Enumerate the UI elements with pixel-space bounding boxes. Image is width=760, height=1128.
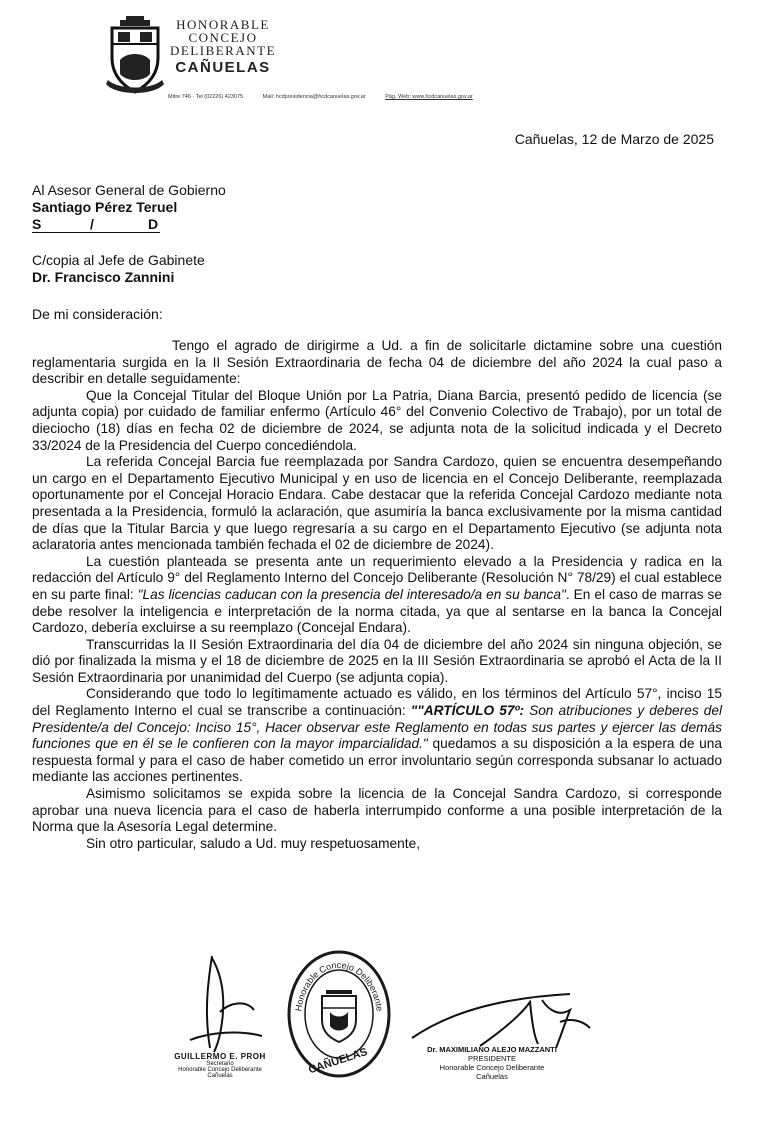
signer-left-role-3: Cañuelas: [207, 1073, 233, 1079]
signer-right-role-3: Cañuelas: [476, 1072, 508, 1081]
signature-left-icon: [150, 952, 280, 1056]
copy-title: C/copia al Jefe de Gabinete: [32, 252, 205, 268]
contact-web: Pág. Web: www.hcdcanuelas.gov.ar: [385, 94, 473, 100]
signer-left-role-2: Honorable Concejo Deliberante: [178, 1067, 262, 1073]
paragraph-6-text-b: quedamos a su disposición a la espera de una respuesta formal y para el caso de haber cometido un error involuntario según corresponda subsanar lo actuado mediante las acciones pertinentes.: [32, 736, 722, 785]
paragraph-4-text-a: La cuestión planteada se presenta ante un requerimiento elevado a la Presidencia y radica en la redacción del Artículo 9° del Reglamento Interno del Concejo Deliberante (Resolución N° 78/29) el cual establece en su parte final:: [32, 553, 722, 602]
paragraph-8: Sin otro particular, saludo a Ud. muy respetuosamente,: [86, 835, 420, 851]
paragraph-4-text-b: . En el caso de marras se debe resolver la inteligencia e interpretación de la norma citada, ya que al sentarse en la banca la Concejal Cardozo, debería excluirse a su reemplazo (Concejal Endara).: [32, 586, 722, 636]
seal-text-top: Honorable Concejo Deliberante: [293, 960, 385, 1012]
recipient-title: Al Asesor General de Gobierno: [32, 182, 226, 198]
signature-left: [150, 1052, 290, 1079]
copy-name: Dr. Francisco Zannini: [32, 269, 175, 285]
signer-right-name: Dr. MAXIMILIANO ALEJO MAZZANTI: [427, 1045, 557, 1054]
org-line-1: HONORABLE: [176, 17, 270, 32]
sd-slash: /: [90, 216, 94, 232]
contact-mail: Mail: hcdpresidencia@hcdcanuelas.gov.ar: [262, 94, 366, 100]
paragraph-4-quote: "Las licencias caducan con la presencia del interesado/a en su banca": [137, 586, 566, 602]
org-line-4: CAÑUELAS: [175, 59, 271, 76]
paragraph-6-text-a: Considerando que todo lo legítimamente actuado es válido, en los términos del Artículo 57°, inciso 15 del Reglamento Interno el cual se transcribe a continuación:: [32, 686, 722, 719]
official-seal-icon: [286, 948, 392, 1078]
sd-s: S: [32, 216, 42, 232]
letterhead-contact: [168, 94, 628, 100]
paragraph-6: [32, 686, 722, 786]
signer-left-role-1: Secretario: [206, 1061, 234, 1067]
organization-name: [168, 18, 278, 77]
signer-right-role-2: Honorable Concejo Deliberante: [439, 1063, 545, 1072]
sd-d: D: [148, 216, 159, 232]
crest-icon: [104, 14, 166, 96]
letter-date: Cañuelas, 12 de Marzo de 2025: [514, 131, 714, 147]
seal-text-bottom: CAÑUELAS: [307, 1045, 369, 1077]
paragraph-5: Transcurridas la II Sesión Extraordinaria del día 04 de diciembre del año 2024 sin ninguna objeción, se dió por finalizada la misma y el 18 de diciembre de 2025 en la III Sesión Extraordinaria se aprobó el Acta de la II Sesión Extraordinaria por unanimidad del Cuerpo (se adjunta copia).: [32, 636, 722, 685]
article-57-heading: ""ARTÍCULO 57º:: [410, 703, 525, 719]
paragraph-7: Asimismo solicitamos se expida sobre la licencia de la Concejal Sandra Cardozo, si corresponde aprobar una nueva licencia para el caso de haberla interrumpido conforme a una posible interpretación de la Norma que la Asesoría Legal determine.: [32, 786, 722, 835]
signer-left-name: GUILLERMO E. PROH: [174, 1052, 266, 1061]
org-line-2: CONCEJO: [188, 30, 258, 45]
greeting: De mi consideración:: [32, 306, 163, 322]
letter-body: [32, 338, 722, 852]
paragraph-2: Que la Concejal Titular del Bloque Unión por La Patria, Diana Barcia, presentó pedido de licencia (se adjunta copia) por cuidado de familiar enfermo (Artículo 46° del Convenio Colectivo de Trabajo), por un total de dieciocho (18) días en fecha 02 de diciembre de 2024, se adjunta nota de la solicitud indicada y el Decreto 33/2024 de la Presidencia del Cuerpo concediéndola.: [32, 387, 722, 453]
signer-right-role-1: PRESIDENTE: [468, 1054, 516, 1063]
article-57-quote: Son atribuciones y deberes del Presidente/a del Concejo: Inciso 15°, Hacer observar este Reglamento en todas sus partes y ejercer las demás funciones que en él se le confieren con la mayor imparcialidad.": [32, 703, 723, 752]
contact-address: Mitre 746 · Tel (02226) 423075: [168, 94, 244, 100]
paragraph-1: Tengo el agrado de dirigirme a Ud. a fin de solicitarle dictamine sobre una cuestión reglamentaria surgida en la II Sesión Extraordinaria de fecha 04 de diciembre del año 2024 la cual paso a describir en detalle seguidamente:: [32, 338, 722, 387]
org-line-3: DELIBERANTE: [169, 43, 277, 58]
signature-right: [402, 1045, 582, 1081]
recipient-name: Santiago Pérez Teruel: [32, 199, 178, 215]
sd-line: [32, 217, 160, 233]
paragraph-3: La referida Concejal Barcia fue reemplazada por Sandra Cardozo, quien se encuentra desempeñando un cargo en el Departamento Ejecutivo Municipal y en uso de licencia en el Concejo Deliberante, reemplazada oportunamente por el Concejal Horacio Endara. Cabe destacar que la referida Concejal Cardozo mediante nota presentada a la Presidencia, formuló la aclaración, que asumiría la banca exclusivamente por la misma cantidad de días que la Titular Barcia y que luego regresaría a su cargo en el Departamento Ejecutivo (se adjunta nota aclaratoria antes mencionada también fechada el 02 de diciembre de 2024).: [32, 454, 722, 553]
paragraph-4: [32, 554, 722, 637]
signature-right-icon: [410, 982, 600, 1052]
